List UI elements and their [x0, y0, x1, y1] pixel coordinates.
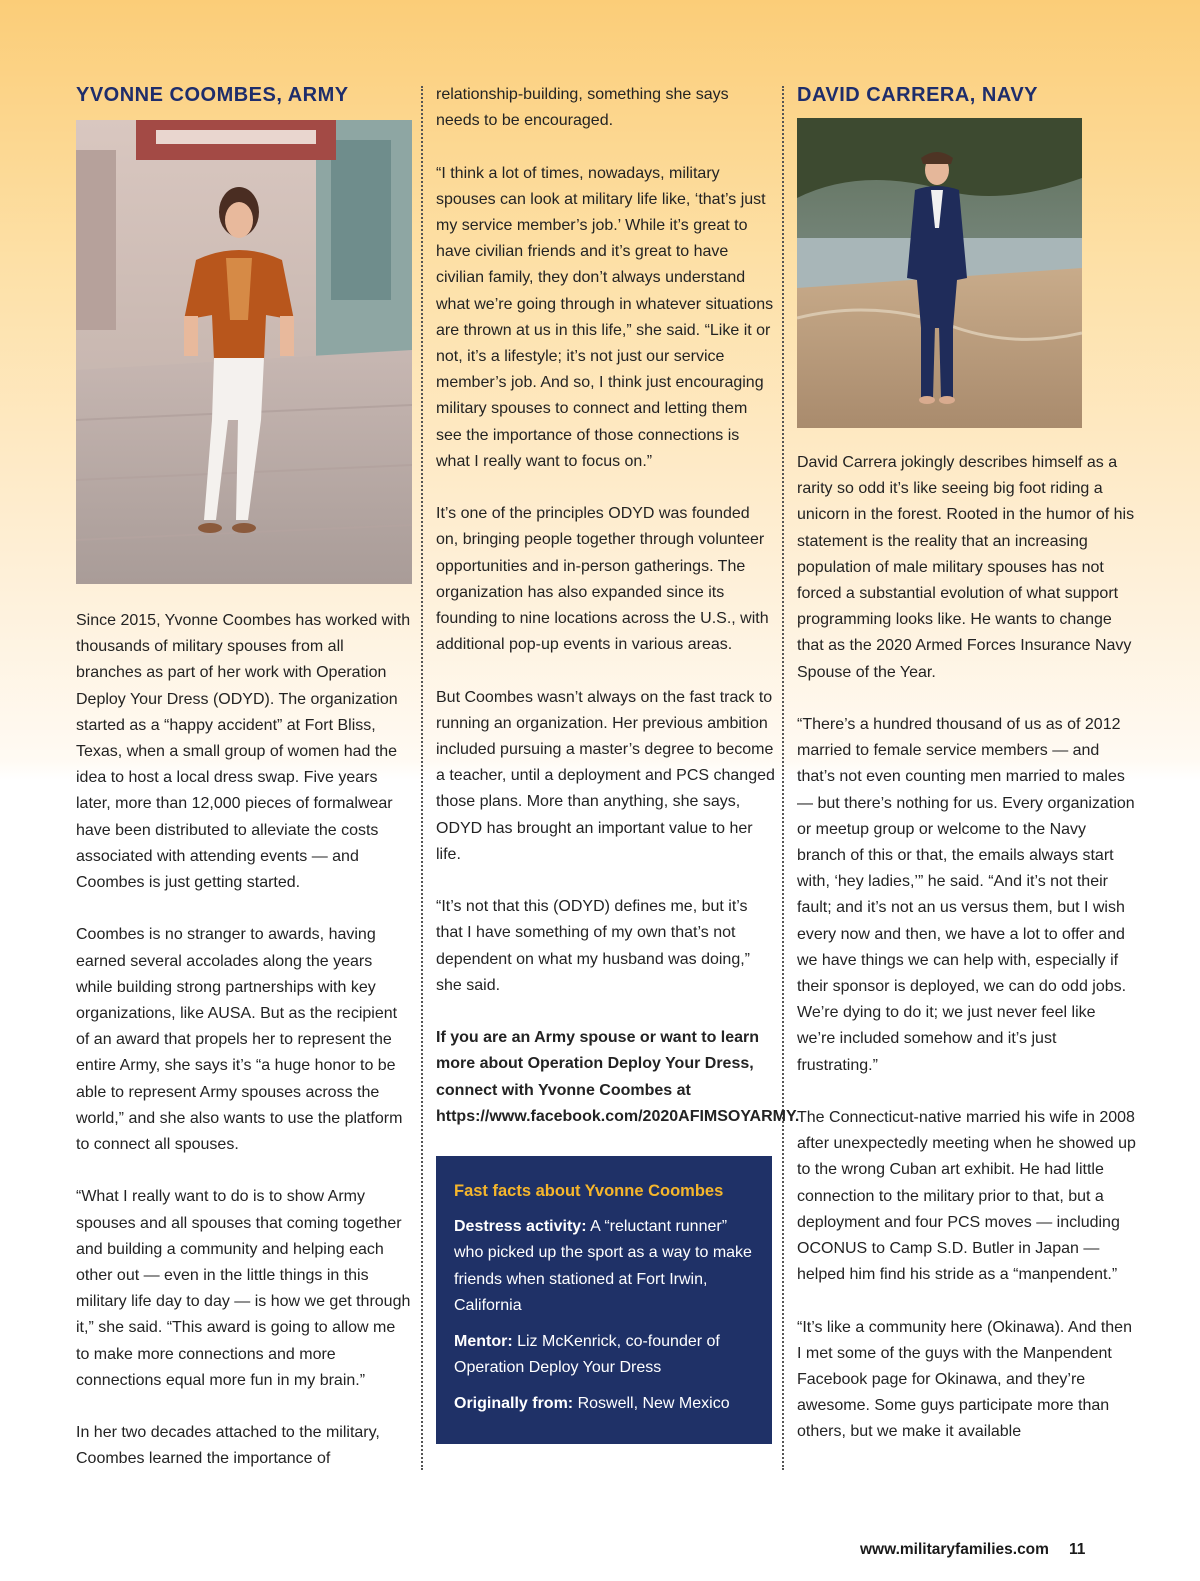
paragraph: “I think a lot of times, nowadays, military spouses can look at military life like, ‘that’s just my service member’s job.’ While it’s great to have civilian friends and it’s great to have civilian family, they don’t always understand what we’re going through in whatever situations are thrown at us in this life,” she said. “Like it or not, it’s a lifestyle; it’s not just our service member’s job. And so, I think just encouraging military spouses to connect and letting them see the importance of those connections is what I really want to focus on.”: [436, 164, 774, 470]
column-divider-right: [782, 86, 784, 1470]
column-david: [797, 82, 1137, 1472]
section-heading-david: DAVID CARRERA, NAVY: [797, 84, 1038, 106]
column-divider-left: [421, 86, 423, 1470]
fast-facts-box: [436, 1156, 772, 1443]
page-footer: [860, 1541, 1140, 1559]
article-text-continued: [436, 82, 800, 1130]
section-heading-yvonne: YVONNE COOMBES, ARMY: [76, 84, 349, 106]
paragraph: In her two decades attached to the military, Coombes learned the importance of: [76, 1424, 380, 1468]
fact-item: [454, 1329, 754, 1381]
paragraph: Since 2015, Yvonne Coombes has worked with thousands of military spouses from all branches as part of her work with Operation Deploy Your Dress (ODYD). The organization started as a “happy accident” at Fort Bliss, Texas, when a small group of women had the idea to host a local dress swap. Five years later, more than 12,000 pieces of formalwear have been distributed to alleviate the costs associated with attending events — and Coombes is just getting started.: [76, 612, 411, 892]
call-to-action: If you are an Army spouse or want to learn more about Operation Deploy Your Dress, connect with Yvonne Coombes at https://www.facebook.com/2020AFIMSOYARMY.: [436, 1029, 800, 1125]
fast-facts-title: Fast facts about Yvonne Coombes: [454, 1182, 724, 1201]
paragraph: “What I really want to do is to show Army spouses and all spouses that coming together and building a community and helping each other out — even in the little things in this military life day to day — is how we get through it,” she said. “This award is going to allow me to make more connections and more connections equal more fun in my brain.”: [76, 1188, 411, 1389]
fact-text: Roswell, New Mexico: [573, 1395, 730, 1413]
photo-yvonne-coombes: [76, 120, 412, 584]
photo-david-carrera: [797, 118, 1082, 428]
fact-text: Liz McKenrick, co-founder of Operation Deploy Your Dress: [454, 1333, 720, 1377]
footer-url: www.militaryfamilies.com: [860, 1541, 1049, 1558]
paragraph: It’s one of the principles ODYD was founded on, bringing people together through volunteer opportunities and in-person gatherings. The organization has also expanded since its founding to nine locations across the U.S., with additional pop-up events in various areas.: [436, 505, 769, 654]
paragraph: The Connecticut-native married his wife in 2008 after unexpectedly meeting when he showed up to the wrong Cuban art exhibit. He had little connection to the military prior to that, but a deployment and four PCS moves — including OCONUS to Camp S.D. Butler in Japan — helped him find his stride as a “manpendent.”: [797, 1109, 1136, 1284]
fact-item: [454, 1214, 754, 1319]
fact-label: Destress activity:: [454, 1218, 587, 1236]
column-yvonne: [76, 82, 412, 1499]
article-text-david: [797, 450, 1137, 1446]
paragraph: But Coombes wasn’t always on the fast track to running an organization. Her previous ambition included pursuing a master’s degree to become a teacher, until a deployment and PCS changed those plans. More than anything, she says, ODYD has brought an important value to her life.: [436, 688, 775, 863]
fact-label: Mentor:: [454, 1333, 513, 1351]
paragraph: “It’s not that this (ODYD) defines me, but it’s that I have something of my own that’s not dependent on what my husband was doing,” she said.: [436, 898, 750, 994]
paragraph: “It’s like a community here (Okinawa). And then I met some of the guys with the Manpendent Facebook page for Okinawa, and they’re awesome. Some guys participate more than others, but we make it available: [797, 1318, 1132, 1441]
fact-text: A “reluctant runner” who picked up the sport as a way to make friends when stationed at Fort Irwin, California: [454, 1218, 752, 1314]
column-continued: [436, 82, 800, 1444]
page-number: 11: [1068, 1541, 1086, 1558]
paragraph: relationship-building, something she says needs to be encouraged.: [436, 86, 729, 130]
fact-label: Originally from:: [454, 1395, 574, 1413]
article-text-yvonne: [76, 608, 412, 1473]
paragraph: “There’s a hundred thousand of us as of 2012 married to female service members — and that’s not even counting men married to males — but there’s nothing for us. Every organization or meetup group or welcome to the Navy branch of this or that, the emails always start with, ‘hey ladies,’” he said. “And it’s not their fault; and it’s not an us versus them, but I wish every now and then, we have a lot to offer and we have things we can help with, especially if their sponsor is deployed, we can do odd jobs. We’re dying to do it; we just never feel like we’re included somehow and it’s just frustrating.”: [797, 716, 1135, 1074]
paragraph: Coombes is no stranger to awards, having earned several accolades along the years while building strong partnerships with key organizations, like AUSA. But as the recipient of an award that propels her to represent the entire Army, she says it’s “a huge honor to be able to represent Army spouses across the world,” and she also wants to use the platform to connect all spouses.: [76, 926, 403, 1154]
fact-item: [454, 1391, 754, 1417]
paragraph: David Carrera jokingly describes himself as a rarity so odd it’s like seeing big foot riding a unicorn in the forest. Rooted in the humor of his statement is the reality that an increasing population of male military spouses has not forced a substantial evolution of what support programming looks like. He wants to change that as the 2020 Armed Forces Insurance Navy Spouse of the Year.: [797, 454, 1135, 681]
